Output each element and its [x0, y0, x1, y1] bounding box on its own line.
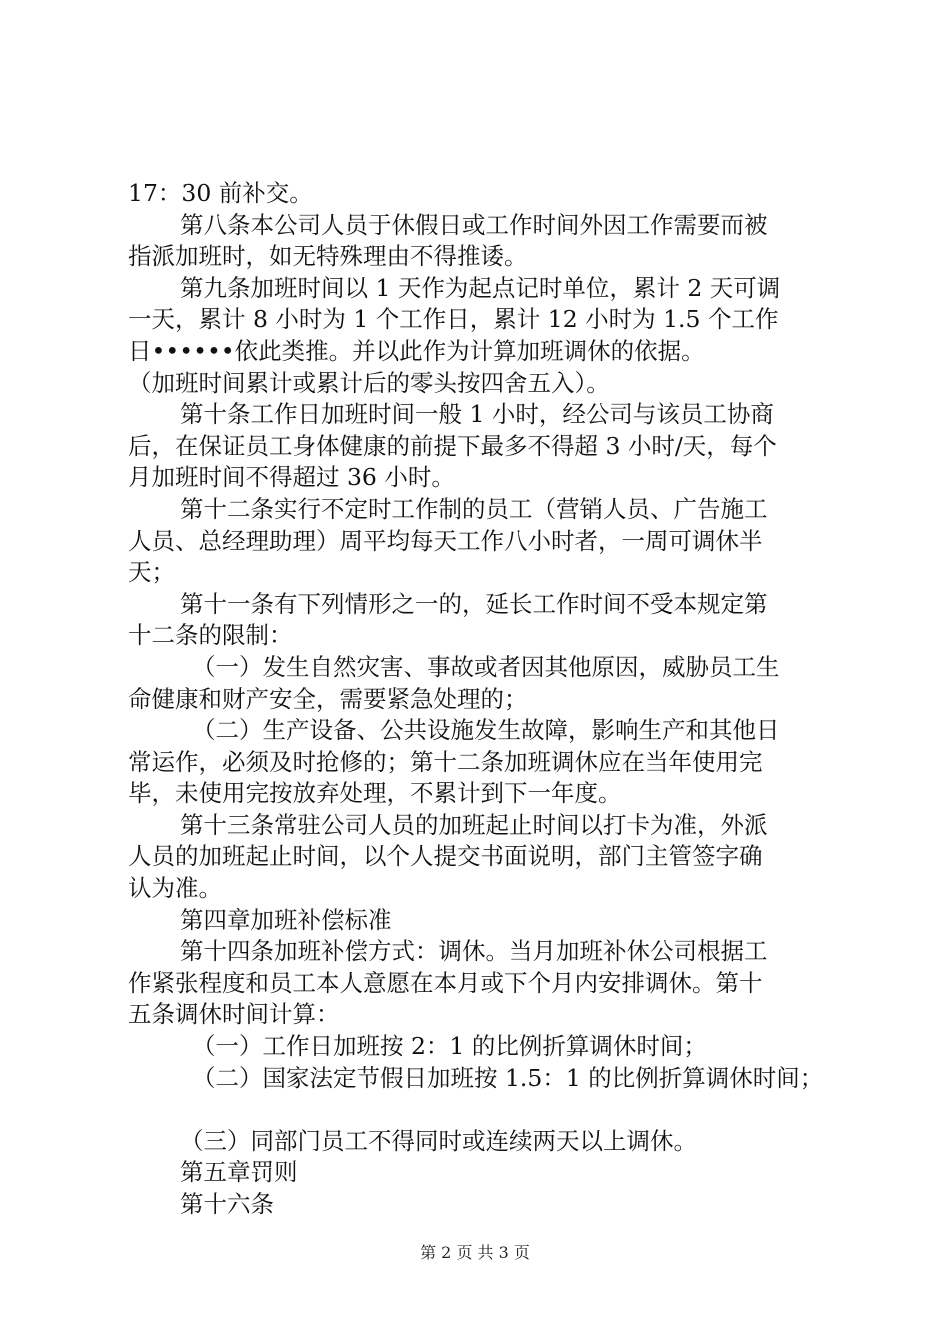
article-13-line-3: 认为准。	[128, 874, 222, 903]
article-9-line-4: （加班时间累计或累计后的零头按四舍五入）。	[128, 368, 610, 397]
page-footer	[0, 1243, 950, 1263]
blank-line	[128, 1094, 848, 1126]
page-number-label: 第 2 页 共 3 页	[420, 1243, 530, 1262]
article-13-line-2: 人员的加班起止时间，以个人提交书面说明，部门主管签字确	[128, 842, 763, 871]
calc-item-1: （一）工作日加班按 2：1 的比例折算调休时间；	[192, 1032, 707, 1061]
article-8-line-1: 第八条本公司人员于休假日或工作时间外因工作需要而被	[180, 210, 768, 239]
article-12-line-3: 天；	[128, 558, 175, 587]
chapter-4-heading: 第四章加班补偿标准	[180, 905, 392, 934]
article-9-line-1: 第九条加班时间以 1 天作为起点记时单位，累计 2 天可调	[180, 273, 781, 302]
calc-item-2: （二）国家法定节假日加班按 1.5：1 的比例折算调休时间；	[192, 1063, 824, 1092]
article-14-line-1: 第十四条加班补偿方式：调休。当月加班补休公司根据工	[180, 937, 768, 966]
article-9-line-3: 日••••••依此类推。并以此作为计算加班调休的依据。	[128, 336, 705, 365]
clause-1-line-1: （一）发生自然灾害、事故或者因其他原因，威胁员工生	[192, 652, 780, 681]
text-line: 17：30 前补交。	[128, 179, 313, 207]
article-10-line-2: 后，在保证员工身体健康的前提下最多不得超 3 小时/天，每个	[128, 431, 777, 460]
chapter-5-heading: 第五章罚则	[180, 1158, 298, 1187]
article-16-line: 第十六条	[180, 1190, 274, 1218]
article-9-line-2: 一天，累计 8 小时为 1 个工作日，累计 12 小时为 1.5 个工作	[128, 305, 779, 334]
article-10-line-1: 第十条工作日加班时间一般 1 小时，经公司与该员工协商	[180, 400, 774, 429]
article-12-line-1: 第十二条实行不定时工作制的员工（营销人员、广告施工	[180, 494, 768, 523]
clause-2-line-2: 常运作，必须及时抢修的；第十二条加班调休应在当年使用完	[128, 747, 763, 776]
article-11-line-2: 十二条的限制：	[128, 621, 293, 650]
article-10-line-3: 月加班时间不得超过 36 小时。	[128, 463, 455, 492]
clause-1-line-2: 命健康和财产安全，需要紧急处理的；	[128, 684, 528, 713]
calc-item-3: （三）同部门员工不得同时或连续两天以上调休。	[180, 1126, 697, 1155]
clause-2-line-1: （二）生产设备、公共设施发生故障，影响生产和其他日	[192, 716, 780, 745]
clause-2-line-3: 毕，未使用完按放弃处理，不累计到下一年度。	[128, 779, 622, 808]
article-13-line-1: 第十三条常驻公司人员的加班起止时间以打卡为准，外派	[180, 810, 768, 839]
article-8-line-2: 指派加班时，如无特殊理由不得推诿。	[128, 242, 528, 271]
article-14-line-3: 五条调休时间计算：	[128, 1000, 340, 1029]
article-11-line-1: 第十一条有下列情形之一的，延长工作时间不受本规定第	[180, 589, 768, 618]
document-body	[128, 178, 848, 1221]
article-12-line-2: 人员、总经理助理）周平均每天工作八小时者，一周可调休半	[128, 526, 763, 555]
article-14-line-2: 作紧张程度和员工本人意愿在本月或下个月内安排调休。第十	[128, 968, 763, 997]
